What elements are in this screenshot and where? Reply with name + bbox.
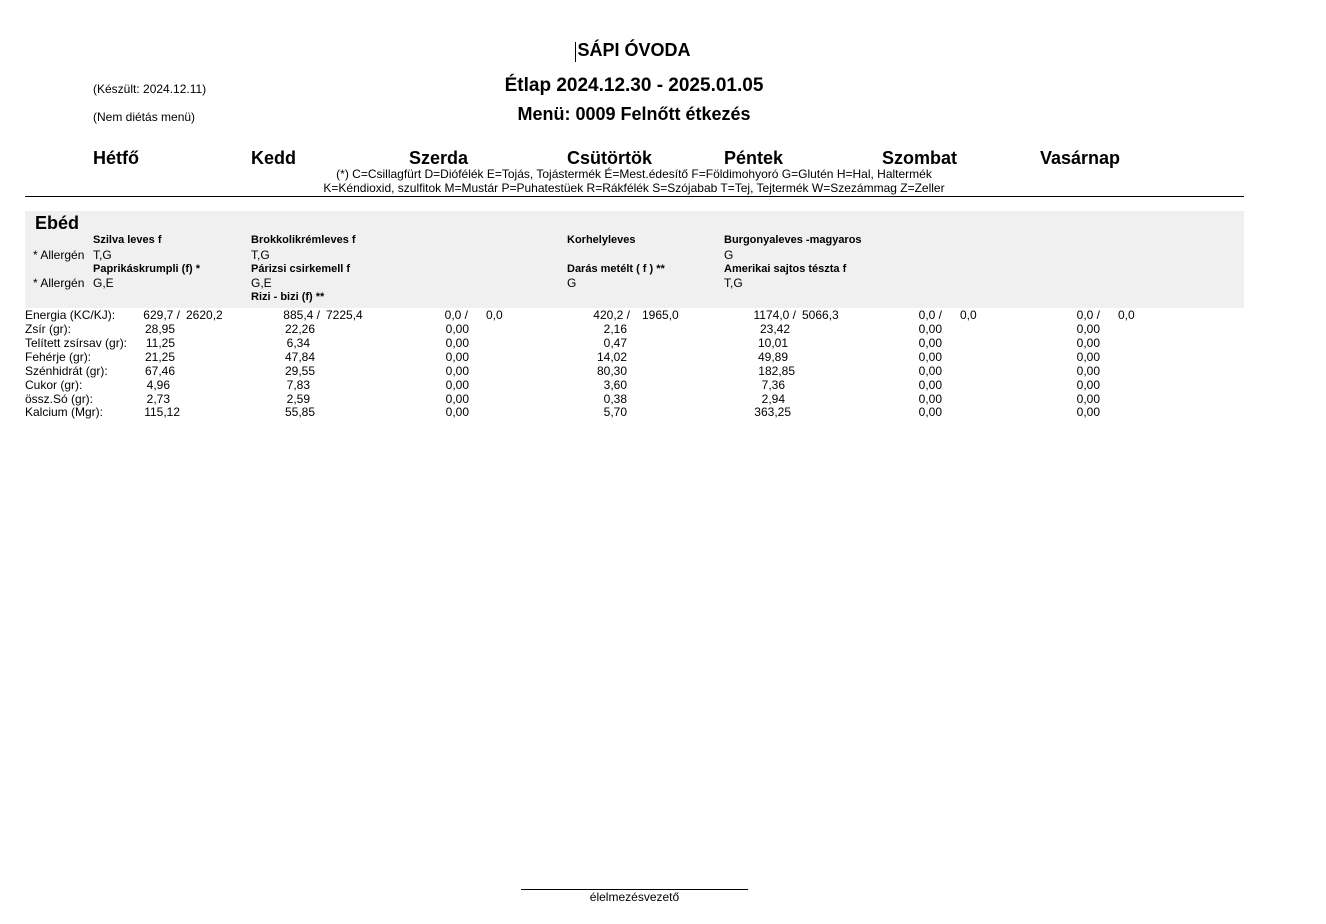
signature-label: élelmezésvezető bbox=[589, 890, 680, 904]
allergen-friday-1: G bbox=[724, 248, 734, 262]
nutrient-value: 5,70 bbox=[603, 405, 627, 419]
nutrient-value: 0,00 bbox=[1076, 392, 1100, 406]
meal-section-background bbox=[25, 211, 1244, 308]
nutrient-value: 21,25 bbox=[144, 350, 175, 364]
nutrient-value: 182,85 bbox=[758, 364, 795, 378]
nutrient-value: 0,00 bbox=[918, 392, 942, 406]
nondiet-note: (Nem diétás menü) bbox=[93, 110, 196, 124]
nutrient-value: 0,00 bbox=[445, 336, 469, 350]
nutrient-value: 0,00 bbox=[445, 364, 469, 378]
nutrient-value: 0,00 bbox=[918, 378, 942, 392]
nutrient-value: 47,84 bbox=[284, 350, 315, 364]
dish-friday-2: Amerikai sajtos tészta f bbox=[724, 263, 847, 275]
energy-kj-thursday: 1965,0 bbox=[642, 308, 679, 322]
energy-kj-saturday: 0,0 bbox=[960, 308, 977, 322]
nutrient-value: 7,36 bbox=[761, 378, 785, 392]
menu-name: Menü: 0009 Felnőtt étkezés bbox=[517, 104, 751, 124]
day-wednesday: Szerda bbox=[409, 148, 469, 168]
allergen-monday-2: G,E bbox=[93, 276, 114, 290]
energy-kc-saturday: 0,0 / bbox=[918, 308, 942, 322]
nutrient-value: 2,94 bbox=[761, 392, 785, 406]
energy-kj-friday: 5066,3 bbox=[802, 308, 839, 322]
menu-title: Étlap 2024.12.30 - 2025.01.05 bbox=[504, 75, 764, 96]
nutrient-value: 0,00 bbox=[918, 364, 942, 378]
nutrient-value: 2,73 bbox=[146, 392, 170, 406]
nutrient-value: 0,00 bbox=[918, 322, 942, 336]
day-thursday: Csütörtök bbox=[567, 148, 652, 168]
nutrient-label-sugar: Cukor (gr): bbox=[25, 378, 83, 392]
allergen-label: * Allergén bbox=[33, 248, 85, 262]
nutrient-value: 0,00 bbox=[1076, 322, 1100, 336]
nutrient-value: 0,00 bbox=[445, 405, 469, 419]
school-name: SÁPI ÓVODA bbox=[577, 40, 691, 60]
nutrient-value: 80,30 bbox=[596, 364, 627, 378]
allergen-legend-line1: (*) C=Csillagfürt D=Diófélék E=Tojás, Tojástermék É=Mest.édesítő F=Földimohyoró G=Glutén H=Hal, Haltermék bbox=[336, 167, 932, 181]
nutrient-value: 0,00 bbox=[1076, 336, 1100, 350]
allergen-thursday-2: G bbox=[567, 276, 577, 290]
energy-kc-monday: 629,7 / bbox=[143, 308, 180, 322]
dish-tuesday-1: Brokkolikrémleves f bbox=[251, 234, 356, 246]
day-saturday: Szombat bbox=[882, 148, 958, 168]
nutrient-value: 49,89 bbox=[757, 350, 788, 364]
dish-thursday-1: Korhelyleves bbox=[567, 234, 636, 246]
nutrient-label-carbohydrate: Szénhidrát (gr): bbox=[25, 364, 108, 378]
nutrient-value: 363,25 bbox=[754, 405, 791, 419]
day-monday: Hétfő bbox=[93, 148, 139, 168]
energy-kc-thursday: 420,2 / bbox=[593, 308, 630, 322]
allergen-monday-1: T,G bbox=[93, 248, 112, 262]
nutrient-value: 2,16 bbox=[603, 322, 627, 336]
dish-thursday-2: Darás metélt ( f ) ** bbox=[567, 263, 665, 275]
nutrient-value: 0,00 bbox=[918, 336, 942, 350]
nutrient-value: 0,00 bbox=[445, 350, 469, 364]
allergen-label: * Allergén bbox=[33, 276, 85, 290]
nutrient-value: 14,02 bbox=[596, 350, 627, 364]
nutrient-value: 2,59 bbox=[286, 392, 310, 406]
dish-friday-1: Burgonyaleves -magyaros bbox=[724, 234, 862, 246]
nutrient-value: 0,00 bbox=[445, 378, 469, 392]
energy-kc-sunday: 0,0 / bbox=[1076, 308, 1100, 322]
created-date: (Készült: 2024.12.11) bbox=[93, 82, 207, 96]
day-friday: Péntek bbox=[724, 148, 784, 168]
nutrient-value: 0,00 bbox=[445, 392, 469, 406]
nutrient-value: 115,12 bbox=[144, 405, 180, 419]
nutrient-value: 22,26 bbox=[284, 322, 315, 336]
energy-kj-wednesday: 0,0 bbox=[486, 308, 503, 322]
dish-tuesday-2: Párizsi csirkemell f bbox=[251, 263, 351, 275]
dish-monday-1: Szilva leves f bbox=[93, 234, 162, 246]
nutrient-value: 0,00 bbox=[1076, 364, 1100, 378]
nutrient-label-saturated-fat: Telített zsírsav (gr): bbox=[25, 336, 128, 350]
nutrient-value: 0,38 bbox=[603, 392, 627, 406]
day-sunday: Vasárnap bbox=[1040, 148, 1121, 168]
energy-kj-tuesday: 7225,4 bbox=[326, 308, 363, 322]
dish-monday-2: Paprikáskrumpli (f) * bbox=[93, 263, 200, 275]
nutrient-value: 0,00 bbox=[918, 405, 942, 419]
allergen-tuesday-1: T,G bbox=[251, 248, 270, 262]
allergen-tuesday-2: G,E bbox=[251, 276, 272, 290]
meal-name: Ebéd bbox=[35, 213, 80, 233]
nutrient-value: 0,00 bbox=[918, 350, 942, 364]
nutrient-label-salt: össz.Só (gr): bbox=[25, 392, 94, 406]
nutrient-label-protein: Fehérje (gr): bbox=[25, 350, 92, 364]
nutrient-value: 23,42 bbox=[759, 322, 790, 336]
nutrient-value: 0,47 bbox=[603, 336, 627, 350]
nutrient-value: 6,34 bbox=[286, 336, 310, 350]
nutrient-value: 29,55 bbox=[284, 364, 315, 378]
nutrient-label-energy: Energia (KC/KJ): bbox=[25, 308, 116, 322]
energy-kj-sunday: 0,0 bbox=[1118, 308, 1135, 322]
header-divider bbox=[25, 196, 1244, 197]
nutrient-value: 55,85 bbox=[284, 405, 315, 419]
energy-kj-monday: 2620,2 bbox=[186, 308, 223, 322]
allergen-friday-2: T,G bbox=[724, 276, 743, 290]
nutrient-value: 3,60 bbox=[603, 378, 627, 392]
nutrient-value: 0,00 bbox=[1076, 350, 1100, 364]
nutrient-value: 67,46 bbox=[144, 364, 175, 378]
nutrient-value: 10,01 bbox=[757, 336, 788, 350]
nutrient-value: 28,95 bbox=[144, 322, 175, 336]
nutrient-value: 4,96 bbox=[146, 378, 170, 392]
dish-tuesday-3: Rizi - bizi (f) ** bbox=[251, 291, 325, 303]
nutrient-value: 7,83 bbox=[286, 378, 310, 392]
energy-kc-friday: 1174,0 / bbox=[753, 308, 796, 322]
nutrient-value: 11,25 bbox=[145, 336, 175, 350]
allergen-legend-line2: K=Kéndioxid, szulfitok M=Mustár P=Puhatestüek R=Rákfélék S=Szójabab T=Tej, Tejtermék W=Szezámmag Z=Zeller bbox=[323, 181, 945, 195]
nutrient-value: 0,00 bbox=[1076, 405, 1100, 419]
nutrient-value: 0,00 bbox=[1076, 378, 1100, 392]
energy-kc-tuesday: 885,4 / bbox=[283, 308, 320, 322]
nutrient-label-calcium: Kalcium (Mgr): bbox=[25, 405, 104, 419]
nutrient-value: 0,00 bbox=[445, 322, 469, 336]
energy-kc-wednesday: 0,0 / bbox=[444, 308, 468, 322]
day-tuesday: Kedd bbox=[251, 148, 296, 168]
nutrient-label-fat: Zsír (gr): bbox=[25, 322, 71, 336]
